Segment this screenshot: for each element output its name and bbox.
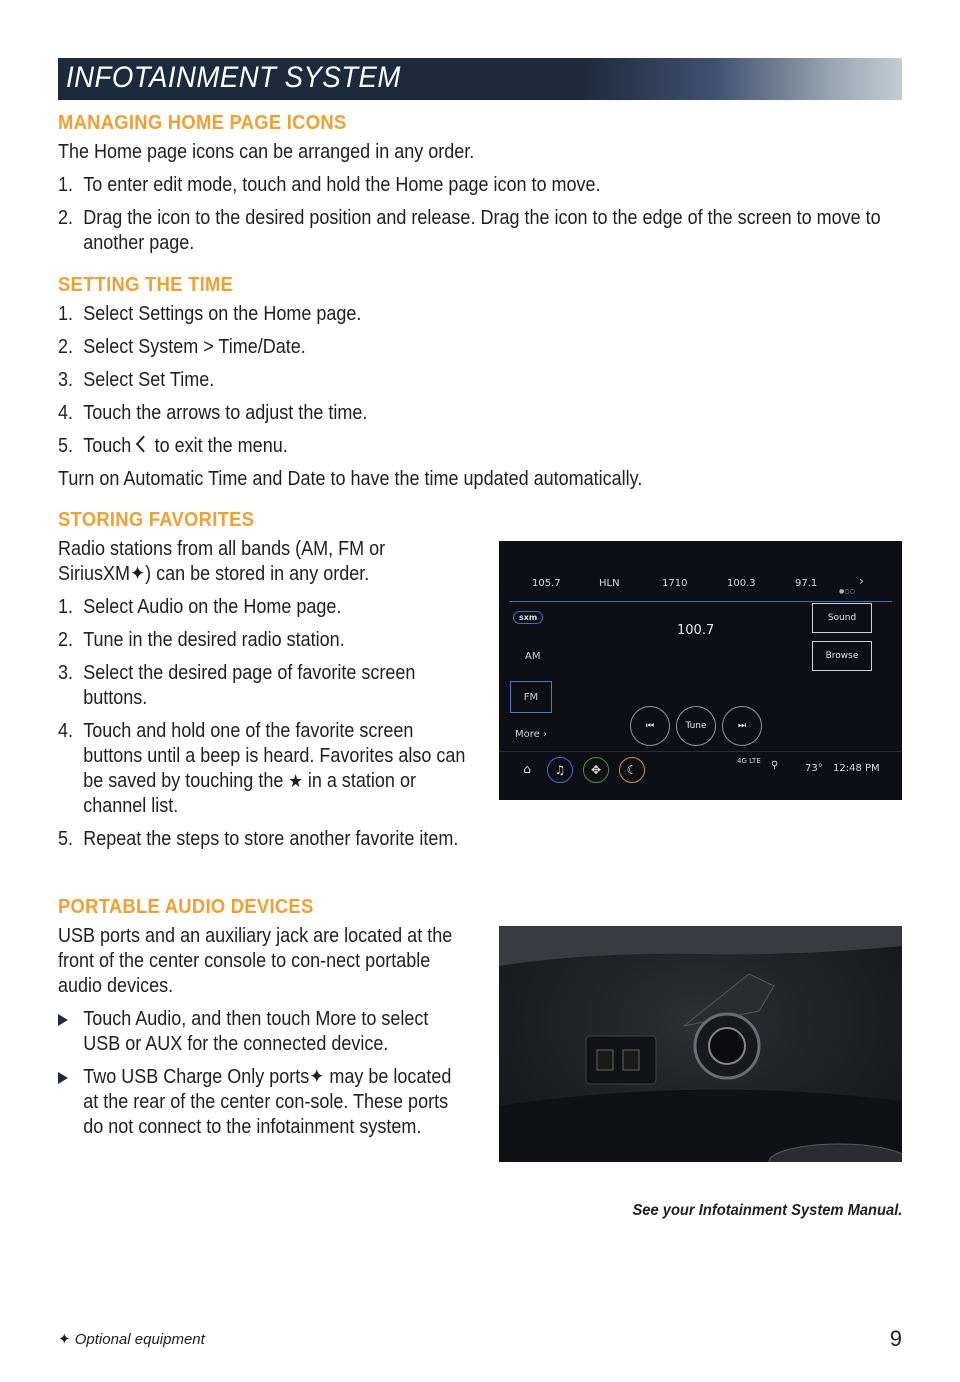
page-dots-icon: ●○○	[839, 588, 855, 595]
list-item: 5. Touch to exit the menu.	[58, 435, 288, 457]
list-item: 1. Select Audio on the Home page.	[58, 596, 342, 618]
console-illustration	[499, 926, 902, 1162]
section-banner	[58, 58, 902, 100]
sxm-band: sxm	[513, 611, 543, 624]
portable-bullets	[58, 1007, 468, 1140]
bullet-triangle-icon	[58, 1014, 68, 1026]
back-chevron-icon	[136, 436, 151, 453]
list-item: 3. Select Set Time.	[58, 369, 215, 391]
phone-icon: ☾	[619, 757, 645, 783]
console-photo	[499, 926, 902, 1162]
music-icon: ♫	[547, 757, 573, 783]
sound-button: Sound	[812, 603, 872, 633]
list-item: 2. Select System > Time/Date.	[58, 336, 306, 358]
preset-4: 100.3	[727, 578, 756, 589]
home-icon: ⌂	[523, 762, 531, 776]
apps-icon: ✥	[583, 757, 609, 783]
list-item: 4. Touch the arrows to adjust the time.	[58, 402, 368, 424]
radio-screen-image	[499, 541, 902, 800]
managing-heading: MANAGING HOME PAGE ICONS	[58, 112, 347, 134]
manual-caption: See your Infotainment System Manual.	[632, 1202, 902, 1219]
favorites-heading: STORING FAVORITES	[58, 509, 255, 531]
page-number: 9	[889, 1326, 902, 1351]
clock: 12:48 PM	[833, 763, 880, 774]
seek-back-icon: ⏮	[630, 706, 670, 746]
temperature: 73°	[805, 763, 823, 774]
favorites-intro: Radio stations from all bands (AM, FM or SiriusXM✦) can be stored in any order.	[58, 538, 386, 585]
section-title: INFOTAINMENT SYSTEM	[66, 61, 401, 94]
portable-heading: PORTABLE AUDIO DEVICES	[58, 896, 314, 918]
favorites-steps	[58, 595, 468, 852]
list-item: 2. Drag the icon to the desired position and release. Drag the icon to the edge of the screen to move to another page.	[58, 207, 881, 254]
more-band: More ›	[515, 729, 547, 740]
time-heading: SETTING THE TIME	[58, 274, 234, 296]
list-item: Two USB Charge Only ports✦ may be located at the rear of the center con-sole. These ports do not connect to the infotainment system.	[58, 1065, 468, 1140]
tune-button: Tune	[676, 706, 716, 746]
list-item: 2. Tune in the desired radio station.	[58, 629, 345, 651]
preset-1: 105.7	[532, 578, 561, 589]
preset-5: 97.1	[795, 578, 818, 589]
bullet-triangle-icon	[58, 1072, 68, 1084]
divider	[509, 601, 892, 602]
time-steps	[58, 302, 904, 459]
divider	[499, 751, 902, 752]
preset-3: 1710	[662, 578, 688, 589]
list-item: 1. Select Settings on the Home page.	[58, 303, 362, 325]
preset-2: HLN	[599, 578, 620, 589]
am-band: AM	[525, 651, 541, 662]
footnote: ✦ Optional equipment	[58, 1331, 205, 1348]
portable-intro: USB ports and an auxiliary jack are located at the front of the center console to con-nect portable audio devices.	[58, 925, 453, 997]
fm-band: FM	[510, 681, 552, 713]
browse-button: Browse	[812, 641, 872, 671]
managing-section	[58, 112, 902, 256]
station-frequency: 100.7	[677, 623, 715, 638]
star-icon: ★	[288, 771, 303, 791]
location-icon: ⚲	[771, 760, 779, 771]
list-item: 5. Repeat the steps to store another favorite item.	[58, 828, 459, 850]
list-item: 4. Touch and hold one of the favorite screen buttons until a beep is heard. Favorites also can be saved by touching the ★ in a station or channel list.	[58, 720, 466, 817]
favorites-section	[58, 509, 468, 852]
list-item: Touch Audio, and then touch More to select USB or AUX for the connected device.	[58, 1007, 468, 1057]
list-item: 1. To enter edit mode, touch and hold the Home page icon to move.	[58, 174, 601, 196]
list-item: 3. Select the desired page of favorite screen buttons.	[58, 662, 416, 709]
managing-intro: The Home page icons can be arranged in any order.	[58, 141, 475, 163]
signal-label: 4G LTE	[737, 757, 761, 765]
managing-steps	[58, 173, 904, 256]
portable-section	[58, 896, 468, 1140]
seek-forward-icon: ⏭	[722, 706, 762, 746]
time-section	[58, 274, 902, 492]
time-note: Turn on Automatic Time and Date to have the time updated automatically.	[58, 468, 643, 490]
chevron-right-icon: ›	[859, 574, 864, 588]
